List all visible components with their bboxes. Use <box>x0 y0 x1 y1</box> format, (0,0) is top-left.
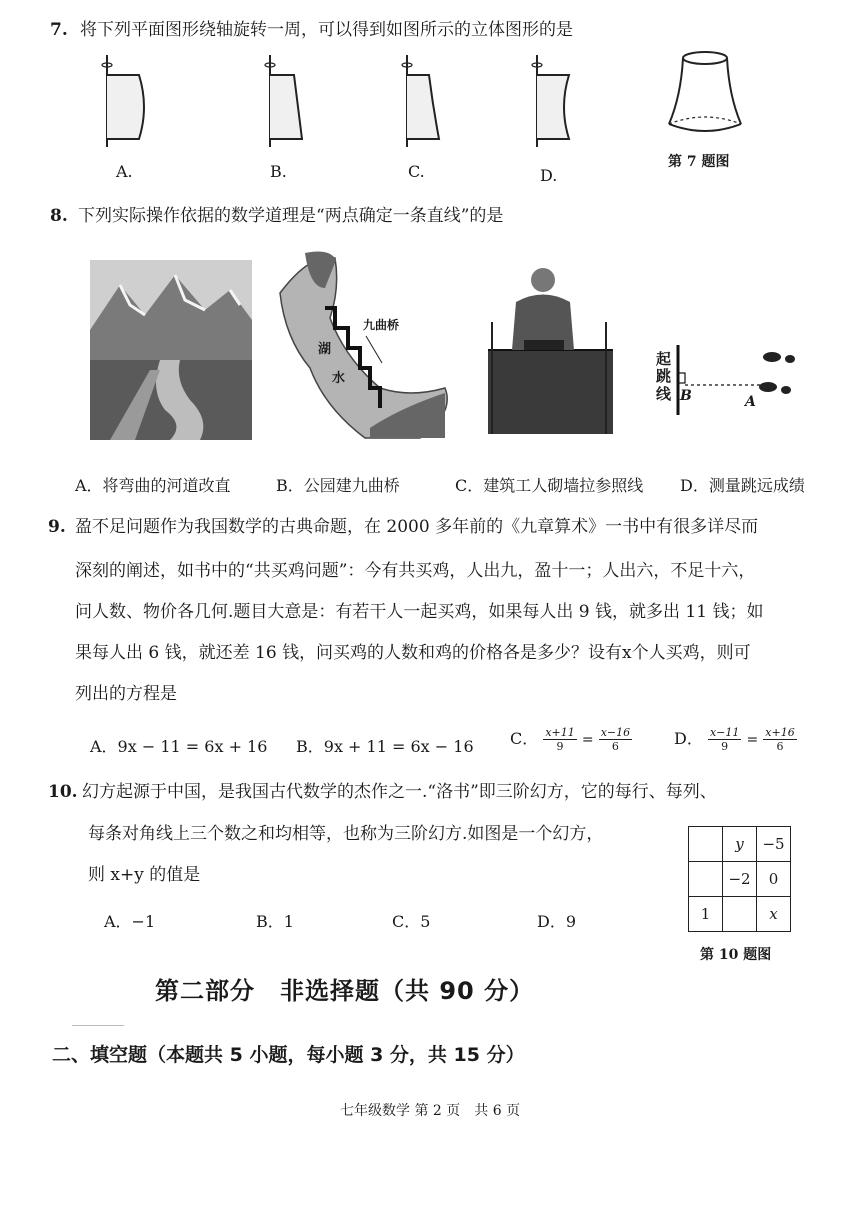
q8-image-longjump <box>650 345 800 415</box>
grid-cell <box>689 862 723 897</box>
q8-option-c: C．建筑工人砌墙拉参照线 <box>455 476 644 495</box>
q7-figure-d <box>525 55 585 150</box>
q9-option-a: A．9x − 11 = 6x + 16 <box>90 737 268 756</box>
q10-option-c: C．5 <box>392 912 431 931</box>
q9-line-3: 问人数、物价各几何.题目大意是：有若干人一起买鸡，如果每人出 9 钱，就多出 11 钱；如 <box>75 602 764 622</box>
q10-option-b: B．1 <box>256 912 294 931</box>
q8-image-bridge <box>270 248 460 443</box>
grid-cell: 0 <box>757 862 791 897</box>
q10-number: 10. <box>48 782 78 802</box>
q10-option-d: D．9 <box>537 912 577 931</box>
q9-option-c-right-fraction: $\frac{x-16}{6}$ <box>600 726 631 754</box>
grid-cell <box>689 827 723 862</box>
q7-solid-figure <box>665 48 745 138</box>
grid-cell: x <box>757 897 791 932</box>
q7-figure-a <box>95 55 155 150</box>
q8-label-a: A <box>745 394 756 410</box>
divider <box>72 1025 124 1026</box>
q8-option-b: B．公园建九曲桥 <box>276 476 400 495</box>
q8-number: 8. <box>50 206 68 226</box>
q7-option-d: D. <box>540 166 558 185</box>
q7-number: 7. <box>50 20 68 40</box>
part2-title: 第二部分 非选择题（共 90 分） <box>155 977 535 1005</box>
q10-option-a: A．−1 <box>104 912 156 931</box>
q7-option-c: C. <box>408 162 425 181</box>
q9-option-c-left-fraction: $\frac{x+11}{9}$ <box>545 726 575 754</box>
q9-line-5: 列出的方程是 <box>75 684 177 704</box>
q9-number: 9. <box>48 517 66 537</box>
q8-image-bricklayer <box>488 262 613 434</box>
q9-option-d-label: D． <box>674 729 703 749</box>
q10-magic-square <box>688 826 791 932</box>
q8-label-lake: 湖 <box>318 342 332 357</box>
q9-option-d-left-fraction: $\frac{x-11}{9}$ <box>709 726 740 754</box>
q7-figure-c <box>395 55 455 150</box>
q9-option-c: C． $\frac{x+11}{9}$ = $\frac{x-16}{6}$ <box>510 726 631 754</box>
grid-cell: 1 <box>689 897 723 932</box>
q9-line-4: 果每人出 6 钱，就还差 16 钱，问买鸡的人数和鸡的价格各是多少？设有x个人买鸡，则可 <box>75 643 751 663</box>
q8-option-a: A．将弯曲的河道改直 <box>75 476 231 495</box>
q8-label-bridge: 九曲桥 <box>363 318 400 332</box>
page-footer: 七年级数学 第 2 页 共 6 页 <box>340 1103 521 1119</box>
grid-cell <box>723 897 757 932</box>
q8-image-river <box>90 260 252 440</box>
q7-option-b: B. <box>270 162 287 181</box>
q8-option-d: D．测量跳远成绩 <box>680 476 805 495</box>
grid-cell: y <box>723 827 757 862</box>
q9-line-1: 盈不足问题作为我国数学的古典命题，在 2000 多年前的《九章算术》一书中有很多详尽而 <box>75 517 759 537</box>
q8-stem: 下列实际操作依据的数学道理是“两点确定一条直线”的是 <box>78 206 504 226</box>
grid-cell: −5 <box>757 827 791 862</box>
q7-stem: 将下列平面图形绕轴旋转一周，可以得到如图所示的立体图形的是 <box>80 20 573 40</box>
q9-option-d: D． $\frac{x-11}{9}$ = $\frac{x+16}{6}$ <box>674 726 795 754</box>
q9-option-d-right-fraction: $\frac{x+16}{6}$ <box>765 726 795 754</box>
q8-label-water: 水 <box>332 371 346 386</box>
q10-line-1: 幻方起源于中国，是我国古代数学的杰作之一.“洛书”即三阶幻方，它的每行、每列、 <box>82 782 717 802</box>
q7-caption: 第 7 题图 <box>668 154 730 170</box>
q7-figure-b <box>258 55 318 150</box>
q10-line-2: 每条对角线上三个数之和均相等，也称为三阶幻方.如图是一个幻方， <box>88 824 604 844</box>
q10-line-3: 则 x+y 的值是 <box>88 865 201 885</box>
q9-option-b: B．9x + 11 = 6x − 16 <box>296 737 474 756</box>
q8-label-b: B <box>680 388 692 404</box>
q9-line-2: 深刻的阐述，如书中的“共买鸡问题”：今有共买鸡，人出九，盈十一；人出六，不足十六， <box>75 561 756 581</box>
section2-title: 二、填空题（本题共 5 小题，每小题 3 分，共 15 分） <box>52 1044 525 1066</box>
q8-label-takeoff: 起跳线 <box>656 350 672 403</box>
q7-option-a: A. <box>116 162 133 181</box>
grid-cell: −2 <box>723 862 757 897</box>
q9-option-c-label: C． <box>510 729 539 749</box>
q10-caption: 第 10 题图 <box>700 947 772 963</box>
